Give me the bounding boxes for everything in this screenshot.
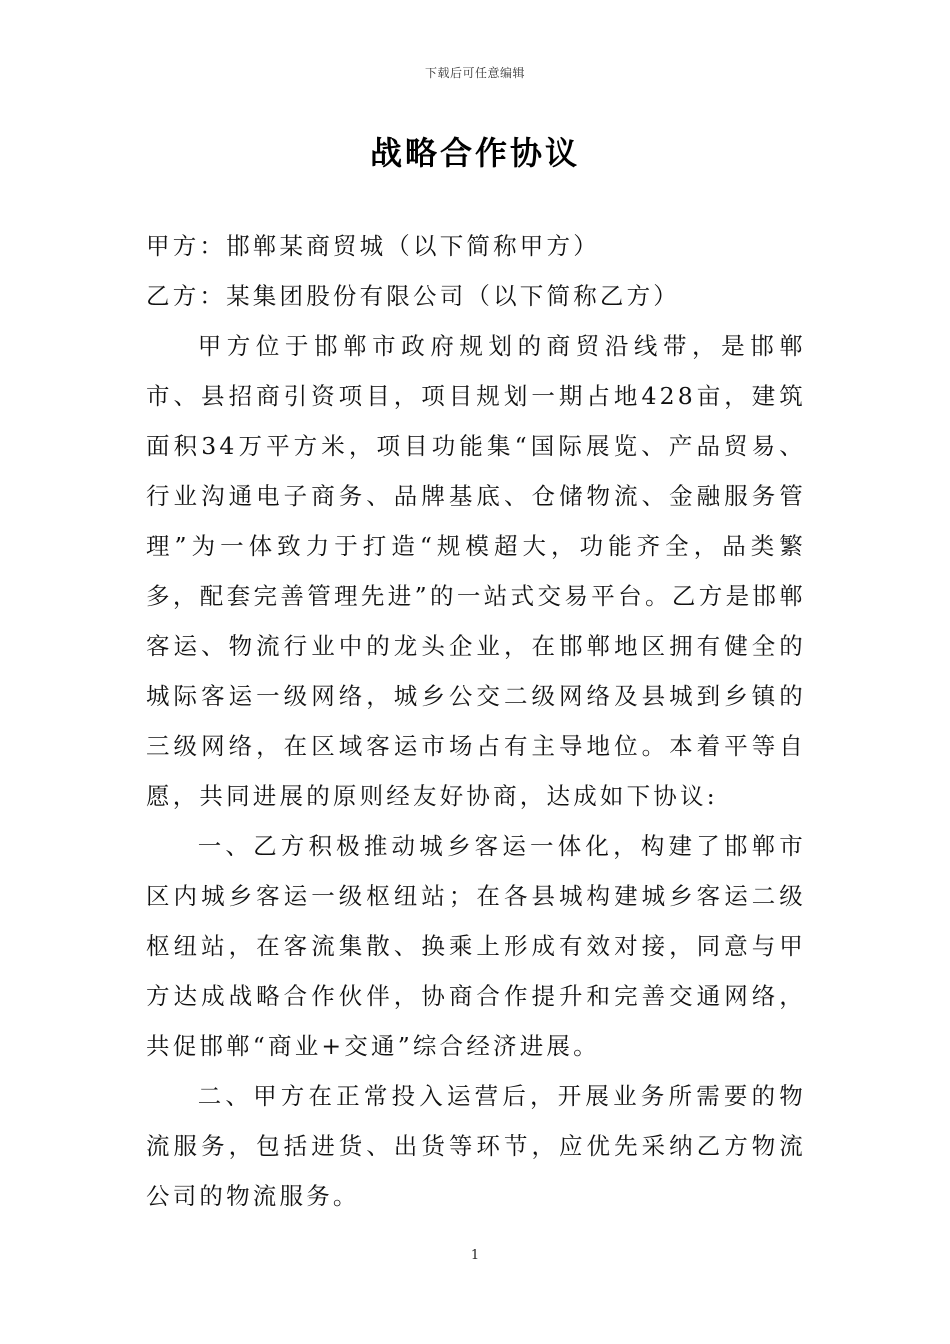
intro-paragraph: 甲方位于邯郸市政府规划的商贸沿线带，是邯郸市、县招商引资项目，项目规划一期占地428亩，建筑面积34万平方米，项目功能集“国际展览、产品贸易、行业沟通电子商务、品牌基底、仓储物流、金融服务管理”为一体致力于打造“规模超大，功能齐全，品类繁多，配套完善管理先进”的一站式交易平台。乙方是邯郸客运、物流行业中的龙头企业，在邯郸地区拥有健全的城际客运一级网络，城乡公交二级网络及县城到乡镇的三级网络，在区域客运市场占有主导地位。本着平等自愿，共同进展的原则经友好协商，达成如下协议:	[146, 332, 806, 810]
clause-two-paragraph: 二、甲方在正常投入运营后，开展业务所需要的物流服务，包括进货、出货等环节，应优先采纳乙方物流公司的物流服务。	[146, 1082, 806, 1210]
document-body	[146, 221, 806, 1221]
page-number: 1	[470, 1248, 480, 1263]
document-title: 战略合作协议	[369, 134, 580, 172]
party-a-line: 甲方：邯郸某商贸城（以下简称甲方）	[146, 232, 600, 260]
party-b-line: 乙方：某集团股份有限公司（以下简称乙方）	[146, 282, 680, 310]
header-note: 下载后可任意编辑	[424, 66, 525, 80]
clause-one-paragraph: 一、乙方积极推动城乡客运一体化，构建了邯郸市区内城乡客运一级枢纽站；在各县城构建城乡客运二级枢纽站，在客流集散、换乘上形成有效对接，同意与甲方达成战略合作伙伴，协商合作提升和完善交通网络，共促邯郸“商业+交通”综合经济进展。	[146, 832, 806, 1060]
